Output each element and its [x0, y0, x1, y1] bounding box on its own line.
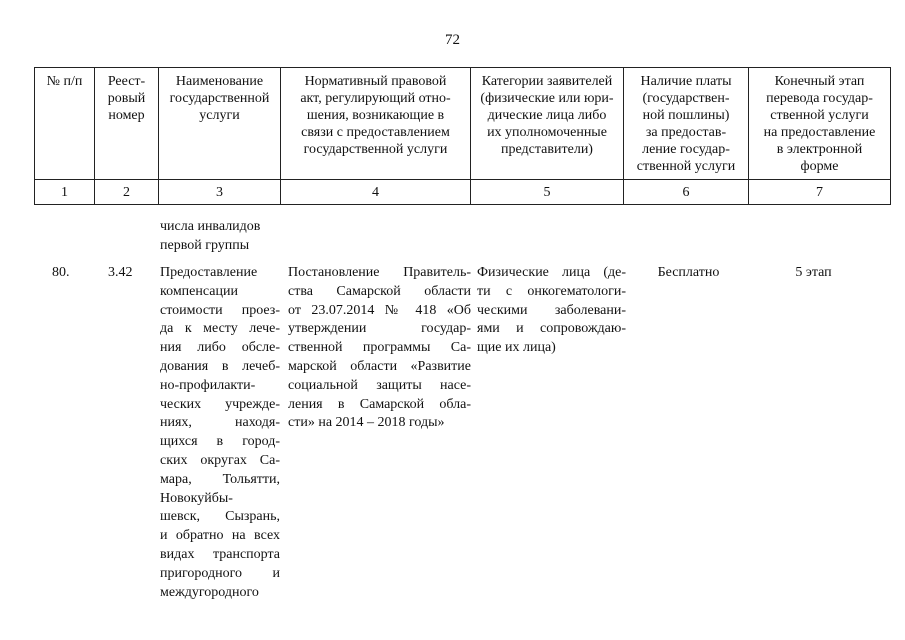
service-name-line: Новокуйбы-	[160, 490, 233, 506]
registry-number: 3.42	[108, 265, 133, 280]
applicants-line: ями и сопровождаю-	[477, 321, 626, 337]
page-number: 72	[445, 32, 460, 48]
header-line: ление государ-	[642, 142, 730, 157]
header-line: № п/п	[46, 74, 83, 89]
service-name-line: видах транспорта	[160, 546, 280, 562]
legal-act-line: от 23.07.2014 № 418 «Об	[288, 302, 471, 318]
header-line: на предоставление	[763, 125, 876, 140]
legal-act-line: социальной защиты насе-	[288, 377, 471, 393]
continuation-text	[160, 218, 280, 256]
legal-act-line: ственной программы Са-	[288, 340, 471, 356]
legal-act-line: ства Самарской области	[288, 283, 471, 299]
header-line: Наличие платы	[640, 74, 732, 89]
header-applicant-categories	[471, 68, 624, 180]
header-line: услуги	[199, 108, 240, 123]
legal-act-line: марской области «Развитие	[288, 358, 471, 374]
applicant-categories	[477, 264, 626, 358]
service-name-line: пригородного и	[160, 565, 280, 581]
column-number: 1	[35, 180, 95, 205]
header-legal-act	[281, 68, 471, 180]
header-line: ной пошлины)	[642, 108, 730, 123]
header-line: дические лица либо	[487, 108, 607, 123]
final-stage: 5 этап	[795, 265, 832, 280]
service-name-line: ских округах Са-	[160, 452, 280, 468]
applicants-line: ти с онкогематологи-	[477, 283, 626, 299]
service-name-line: Предоставление	[160, 265, 258, 280]
header-final-stage	[749, 68, 891, 180]
header-line: представители)	[501, 142, 593, 157]
header-line: ровый	[107, 91, 146, 106]
service-name-line: ния либо обсле-	[160, 340, 280, 356]
service-name-line: ниях, находя-	[160, 415, 280, 431]
column-number: 2	[95, 180, 159, 205]
services-table	[34, 67, 891, 205]
service-name-line: да к месту лече-	[160, 321, 280, 337]
service-name-line: щихся в город-	[160, 434, 280, 450]
header-line: государственной	[169, 91, 270, 106]
service-name-line: стоимости проез-	[160, 302, 280, 318]
column-number: 3	[159, 180, 281, 205]
applicants-line: щие их лица)	[477, 340, 556, 356]
header-line: государственной услуги	[303, 142, 448, 157]
header-service-name	[159, 68, 281, 180]
header-line: их уполномоченные	[487, 125, 607, 140]
header-line: Конечный этап	[774, 74, 865, 89]
header-line: перевода государ-	[766, 91, 873, 106]
continuation-line: числа инвалидов	[160, 219, 261, 234]
column-number: 7	[749, 180, 891, 205]
column-number: 5	[471, 180, 624, 205]
legal-act-line: Постановление Правитель-	[288, 265, 471, 280]
header-line: номер	[108, 108, 145, 123]
header-line: связи с предоставлением	[301, 125, 450, 140]
service-name-line: дования в лечеб-	[160, 358, 280, 374]
continuation-line: первой группы	[160, 237, 250, 253]
service-name-line: и обратно на всех	[160, 528, 280, 544]
service-name-line: междугородного	[160, 584, 259, 600]
header-line: шения, возникающие в	[306, 108, 445, 123]
service-name-line: компенсации	[160, 283, 238, 299]
legal-act-line: утверждении государ-	[288, 321, 471, 337]
header-line: ственной услуги	[770, 108, 869, 123]
applicants-line: Физические лица (де-	[477, 265, 626, 280]
row-number: 80.	[52, 265, 70, 280]
header-line: акт, регулирующий отно-	[300, 91, 451, 106]
legal-act	[288, 264, 471, 433]
header-line: в электронной	[776, 142, 863, 157]
table-header-row	[35, 68, 891, 180]
header-row-number	[35, 68, 95, 180]
service-name-line: ческих учрежде-	[160, 396, 280, 412]
header-line: (физические или юри-	[480, 91, 614, 106]
service-name	[160, 264, 280, 602]
header-registry-number	[95, 68, 159, 180]
service-name-line: но-профилакти-	[160, 377, 256, 393]
legal-act-line: сти» на 2014 – 2018 годы»	[288, 415, 445, 431]
header-line: Реест-	[107, 74, 146, 89]
applicants-line: ческими заболевани-	[477, 302, 626, 318]
header-line: Категории заявителей	[481, 74, 613, 89]
legal-act-line: ления в Самарской обла-	[288, 396, 471, 412]
header-line: форме	[800, 159, 839, 174]
header-line: ственной услуги	[636, 159, 736, 174]
service-name-line: шевск, Сызрань,	[160, 509, 280, 525]
fee: Бесплатно	[657, 265, 720, 280]
header-line: Наименование	[175, 74, 264, 89]
column-number: 6	[624, 180, 749, 205]
header-line: за предостав-	[645, 125, 727, 140]
column-number-row	[35, 180, 891, 205]
header-line: Нормативный правовой	[304, 74, 447, 89]
header-fee	[624, 68, 749, 180]
service-name-line: мара, Тольятти,	[160, 471, 280, 487]
header-line: (государствен-	[642, 91, 730, 106]
column-number: 4	[281, 180, 471, 205]
